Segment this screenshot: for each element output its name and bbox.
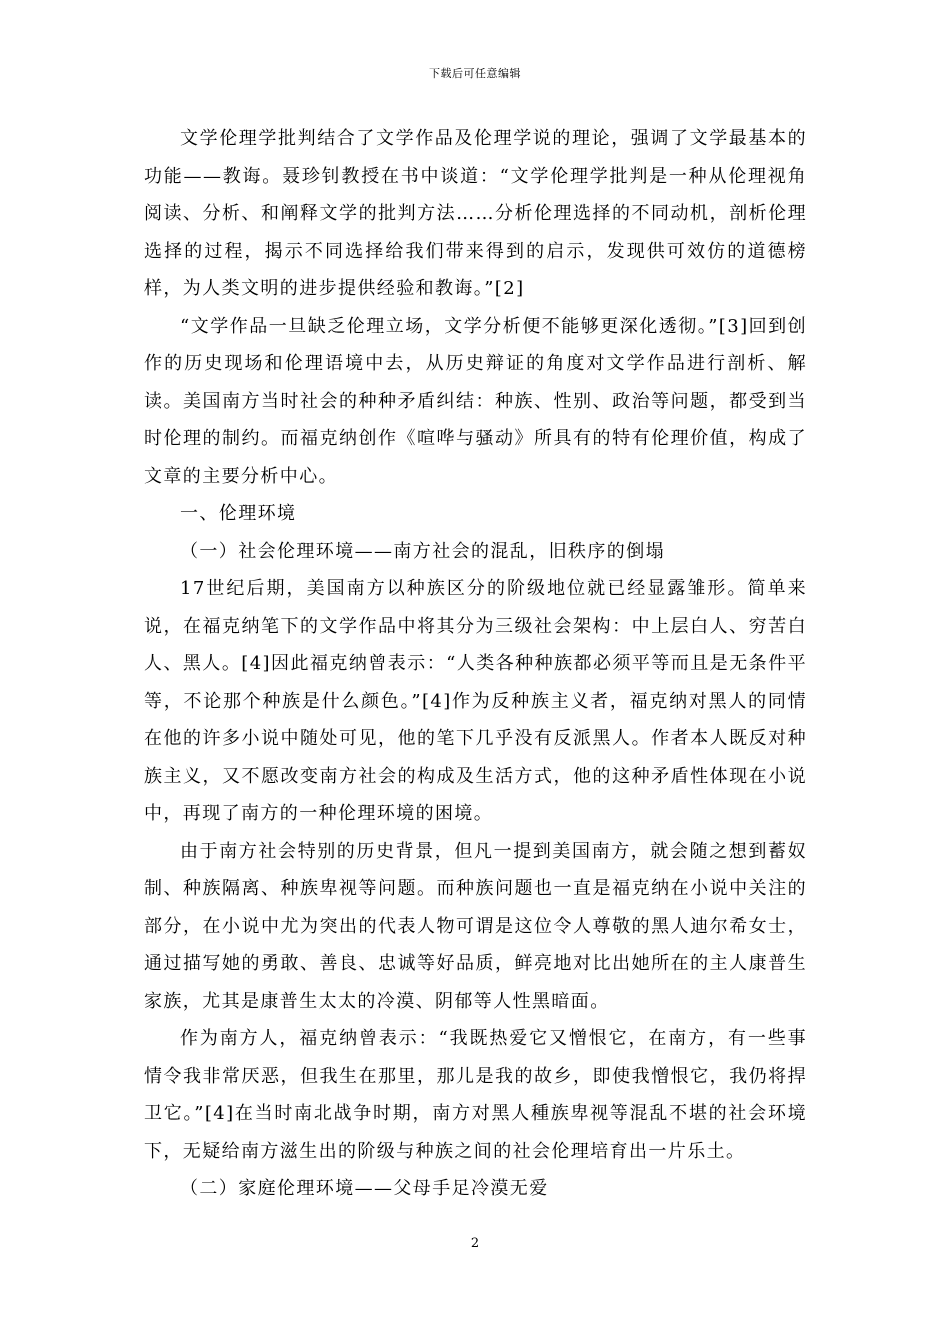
subsection-heading-family-environment: （二）家庭伦理环境——父母手足冷漠无爱 <box>180 1178 549 1199</box>
paragraph-ethics-criticism: 文学伦理学批判结合了文学作品及伦理学说的理论，强调了文学最基本的功能——教诲。聂珍钊教授在书中谈道：“文学伦理学批判是一种从伦理视角阅读、分析、和阐释文学的批判方法……分析伦理选择的不同动机，剖析伦理选择的过程，揭示不同选择给我们带来得到的启示，发现供可效仿的道德榜样，为人类文明的进步提供经验和教诲。”[2] <box>144 128 807 299</box>
page-number: 2 <box>470 1236 480 1251</box>
paragraph-historical-background: 由于南方社会特别的历史背景，但凡一提到美国南方，就会随之想到蓄奴制、种族隔离、种族卑视等问题。而种族问题也一直是福克纳在小说中关注的部分，在小说中尤为突出的代表人物可谓是这位令人尊敬的黑人迪尔希女士，通过描写她的勇敢、善良、忠诚等好品质，鲜亮地对比出她所在的主人康普生家族，尤其是康普生太太的冷漠、阴郁等人性黑暗面。 <box>144 840 807 1012</box>
paragraph-class-structure: 17世纪后期，美国南方以种族区分的阶级地位就已经显露雏形。简单来说，在福克纳笔下的文学作品中将其分为三级社会架构：中上层白人、穷苦白人、黑人。[4]因此福克纳曾表示：“人类各种种族都必须平等而且是无条件平等，不论那个种族是什么颜色。”[4]作为反种族主义者，福克纳对黑人的同情在他的许多小说中随处可见，他的笔下几乎没有反派黑人。作者本人既反对种族主义，又不愿改变南方社会的构成及生活方式，他的这种矛盾性体现在小说中，再现了南方的一种伦理环境的困境。 <box>144 578 807 824</box>
page-header: 下载后可任意编辑 <box>429 67 521 80</box>
paragraph-ethical-stance: “文学作品一旦缺乏伦理立场，文学分析便不能够更深化透彻。”[3]回到创作的历史现场和伦理语境中去，从历史辩证的角度对文学作品进行剖析、解读。美国南方当时社会的种种矛盾纠结：种族、性别、政治等问题，都受到当时伦理的制约。而福克纳创作《喧哗与骚动》所具有的特有伦理价值，构成了文章的主要分析中心。 <box>144 315 807 487</box>
subsection-heading-social-environment: （一）社会伦理环境——南方社会的混乱，旧秩序的倒塌 <box>180 540 665 562</box>
document-body <box>144 120 807 1208</box>
section-heading-ethical-environment: 一、伦理环境 <box>180 503 297 524</box>
paragraph-southern-identity: 作为南方人，福克纳曾表示：“我既热爱它又憎恨它，在南方，有一些事情令我非常厌恶，但我生在那里，那儿是我的故乡，即使我憎恨它，我仍将捍卫它。”[4]在当时南北战争时期，南方对黑人種族卑视等混乱不堪的社会环境下，无疑给南方滋生出的阶级与种族之间的社会伦理培育出一片乐土。 <box>144 1028 807 1162</box>
